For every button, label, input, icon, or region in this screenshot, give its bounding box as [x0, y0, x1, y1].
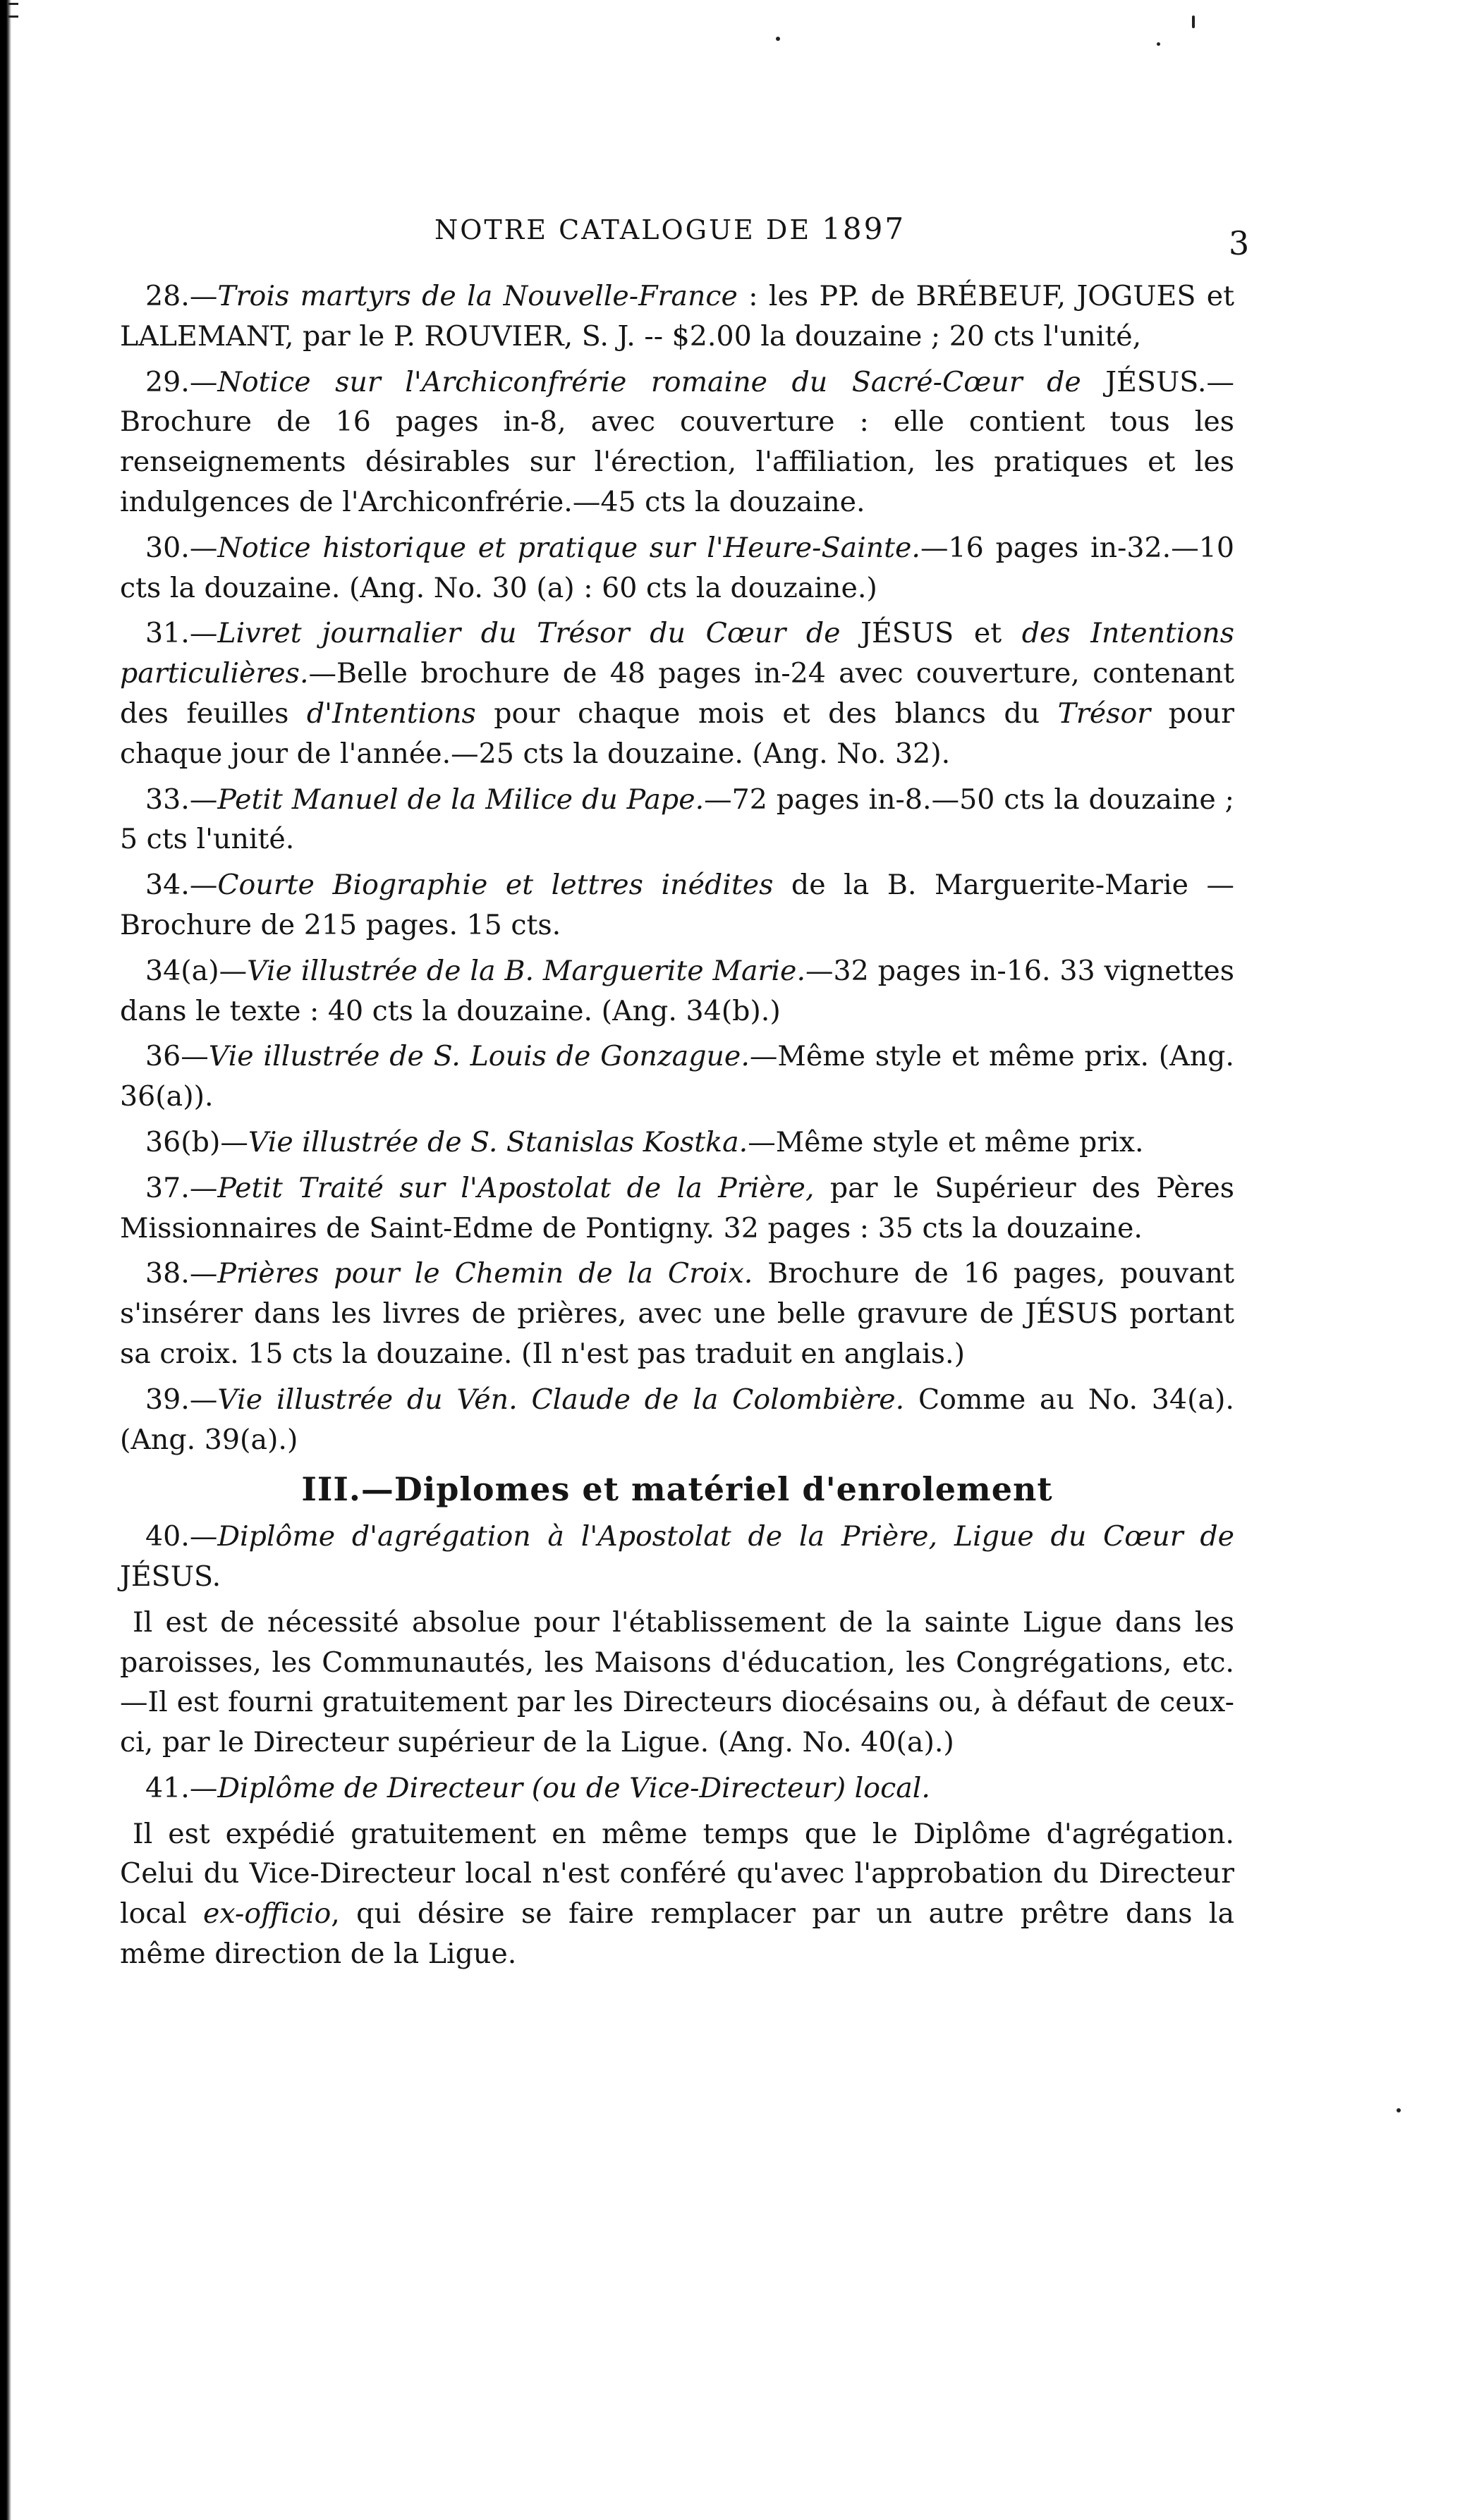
catalogue-entry-30	[120, 528, 1234, 608]
catalogue-entry-28	[120, 276, 1234, 357]
entry-description: Comme au No. 34(a). (Ang. 39(a).)	[120, 1383, 1234, 1456]
entry-title: Petit Traité sur l'Apostolat de la Prière,	[217, 1171, 815, 1204]
entry-title: Diplôme d'agrégation à l'Apostolat de la Prière, Ligue du Cœur de	[217, 1520, 1234, 1553]
paper-speck	[1157, 42, 1160, 46]
entry-title: Courte Biographie et lettres inédites	[217, 869, 774, 902]
header-year: 1897	[822, 212, 906, 246]
entry-number: 30.—	[145, 531, 218, 564]
entry-description: —32 pages in-16. 33 vignettes dans le texte : 40 cts la douzaine. (Ang. 34(b).)	[120, 954, 1234, 1027]
entry-description: —Même style et même prix. (Ang. 36(a)).	[120, 1040, 1234, 1113]
paper-speck	[1192, 16, 1195, 28]
entry-description: —Belle brochure de 48 pages in-24 avec couverture, contenant des feuilles	[120, 657, 1234, 730]
entry-description: —16 pages in-32.—10 cts la douzaine. (Ang. No. 30 (a) : 60 cts la douzaine.)	[120, 531, 1234, 604]
entry-title: Livret journalier du Trésor du Cœur de	[217, 617, 841, 650]
catalogue-entry-38	[120, 1254, 1234, 1374]
entry-description: JÉSUS et	[840, 617, 1022, 650]
section-heading: III.—Diplomes et matériel d'enrolement	[301, 1470, 1053, 1509]
page-binding-edge	[0, 0, 11, 2520]
entry-title: Petit Manuel de la Milice du Pape.	[217, 783, 705, 816]
paper-speck	[1397, 2108, 1401, 2112]
entry-title: d'Intentions	[306, 697, 476, 730]
entry-title: des Intentions particulières.	[120, 617, 1235, 690]
entry-number: 39.—	[145, 1383, 218, 1416]
entry-number: 33.—	[145, 783, 218, 816]
entry-description: —72 pages in-8.—50 cts la douzaine ; 5 cts l'unité.	[120, 783, 1234, 856]
catalogue-entry-29	[120, 362, 1234, 522]
entry-title: Notice sur l'Archiconfrérie romaine du Sacré-Cœur de	[217, 365, 1081, 398]
entry-title: Vie illustrée du Vén. Claude de la Colombière.	[217, 1383, 905, 1416]
entry-title: Vie illustrée de S. Louis de Gonzague.	[208, 1040, 750, 1073]
binding-mark	[8, 3, 18, 5]
entry-number: 34.—	[145, 869, 218, 902]
entry-number: 36(b)—	[145, 1125, 248, 1158]
paragraph-text: , qui désire se faire remplacer par un autre prêtre dans la même direction de la Ligue.	[120, 1897, 1234, 1971]
catalogue-entry-37	[120, 1168, 1234, 1249]
catalogue-body	[120, 276, 1234, 1980]
paper-speck	[776, 37, 780, 41]
entry-description: —Même style et même prix.	[748, 1125, 1144, 1158]
entry-description: : les PP. de BRÉBEUF, JOGUES et LALEMANT, par le P. ROUVIER, S. J. -- $2.00 la douzaine ; 20 cts l'unité,	[120, 280, 1234, 353]
paragraph-text: Il est expédié gratuitement en même temps que le Diplôme d'agrégation. Celui du Vice-Directeur local n'est conféré qu'avec l'approbation du Directeur local	[120, 1817, 1234, 1931]
entry-number: 36—	[145, 1040, 209, 1073]
latin-term: ex-officio	[203, 1897, 331, 1931]
entry-description: JÉSUS.	[120, 1560, 221, 1593]
entry-description: de la B. Marguerite-Marie —Brochure de 215 pages. 15 cts.	[120, 869, 1234, 941]
running-header	[395, 212, 945, 246]
entry-number: 37.—	[145, 1171, 218, 1204]
entry-description: par le Supérieur des Pères Missionnaires de Saint-Edme de Pontigny. 32 pages : 35 cts la douzaine.	[120, 1171, 1234, 1244]
entry-number: 40.—	[145, 1520, 218, 1553]
entry-title: Notice historique et pratique sur l'Heure-Sainte.	[217, 531, 920, 564]
entry-title: Vie illustrée de la B. Marguerite Marie.	[247, 954, 805, 987]
entry-number: 28.—	[145, 280, 218, 312]
entry-number: 29.—	[145, 365, 218, 398]
entry-description: pour chaque jour de l'année.—25 cts la douzaine. (Ang. No. 32).	[120, 697, 1234, 770]
entry-description: pour chaque mois et des blancs du	[475, 697, 1058, 730]
catalogue-entry-41	[120, 1768, 1234, 1809]
entry-description: JÉSUS.—Brochure de 16 pages in-8, avec couverture : elle contient tous les renseignements désirables sur l'érection, l'affiliation, les pratiques et les indulgences de l'Archiconfrérie.—45 cts la douzaine.	[120, 365, 1234, 518]
catalogue-entry-31	[120, 613, 1234, 773]
entry-description: Brochure de 16 pages, pouvant s'insérer dans les livres de prières, avec une belle gravure de JÉSUS portant sa croix. 15 cts la douzaine. (Il n'est pas traduit en anglais.)	[120, 1257, 1234, 1370]
description-paragraph: Il est de nécessité absolue pour l'établissement de la sainte Ligue dans les paroisses, les Communautés, les Maisons d'éducation, les Congrégations, etc.—Il est fourni gratuitement par les Directeurs diocésains ou, à défaut de ceux-ci, par le Directeur supérieur de la Ligue. (Ang. No. 40(a).)	[120, 1605, 1234, 1759]
entry-number: 38.—	[145, 1257, 218, 1290]
catalogue-entry-34a	[120, 951, 1234, 1032]
entry-title: Trésor	[1057, 697, 1151, 730]
catalogue-entry-40	[120, 1517, 1234, 1597]
binding-mark	[8, 16, 18, 18]
description-paragraph	[120, 1814, 1234, 1974]
entry-title: Prières pour le Chemin de la Croix.	[217, 1257, 753, 1290]
catalogue-entry-39	[120, 1380, 1234, 1460]
header-title: NOTRE CATALOGUE DE	[434, 214, 812, 245]
entry-title: Trois martyrs de la Nouvelle-France	[217, 280, 738, 312]
entry-title: Diplôme de Directeur (ou de Vice-Directeur) local.	[217, 1771, 930, 1804]
page-number: 3	[1229, 224, 1250, 262]
entry-number: 31.—	[145, 617, 218, 650]
catalogue-entry-33	[120, 780, 1234, 860]
catalogue-entry-34	[120, 865, 1234, 946]
catalogue-entry-36b	[120, 1123, 1234, 1163]
entry-title: Vie illustrée de S. Stanislas Kostka.	[248, 1125, 748, 1158]
catalogue-entry-36	[120, 1036, 1234, 1117]
entry-number: 34(a)—	[145, 954, 248, 987]
entry-number: 41.—	[145, 1771, 218, 1804]
